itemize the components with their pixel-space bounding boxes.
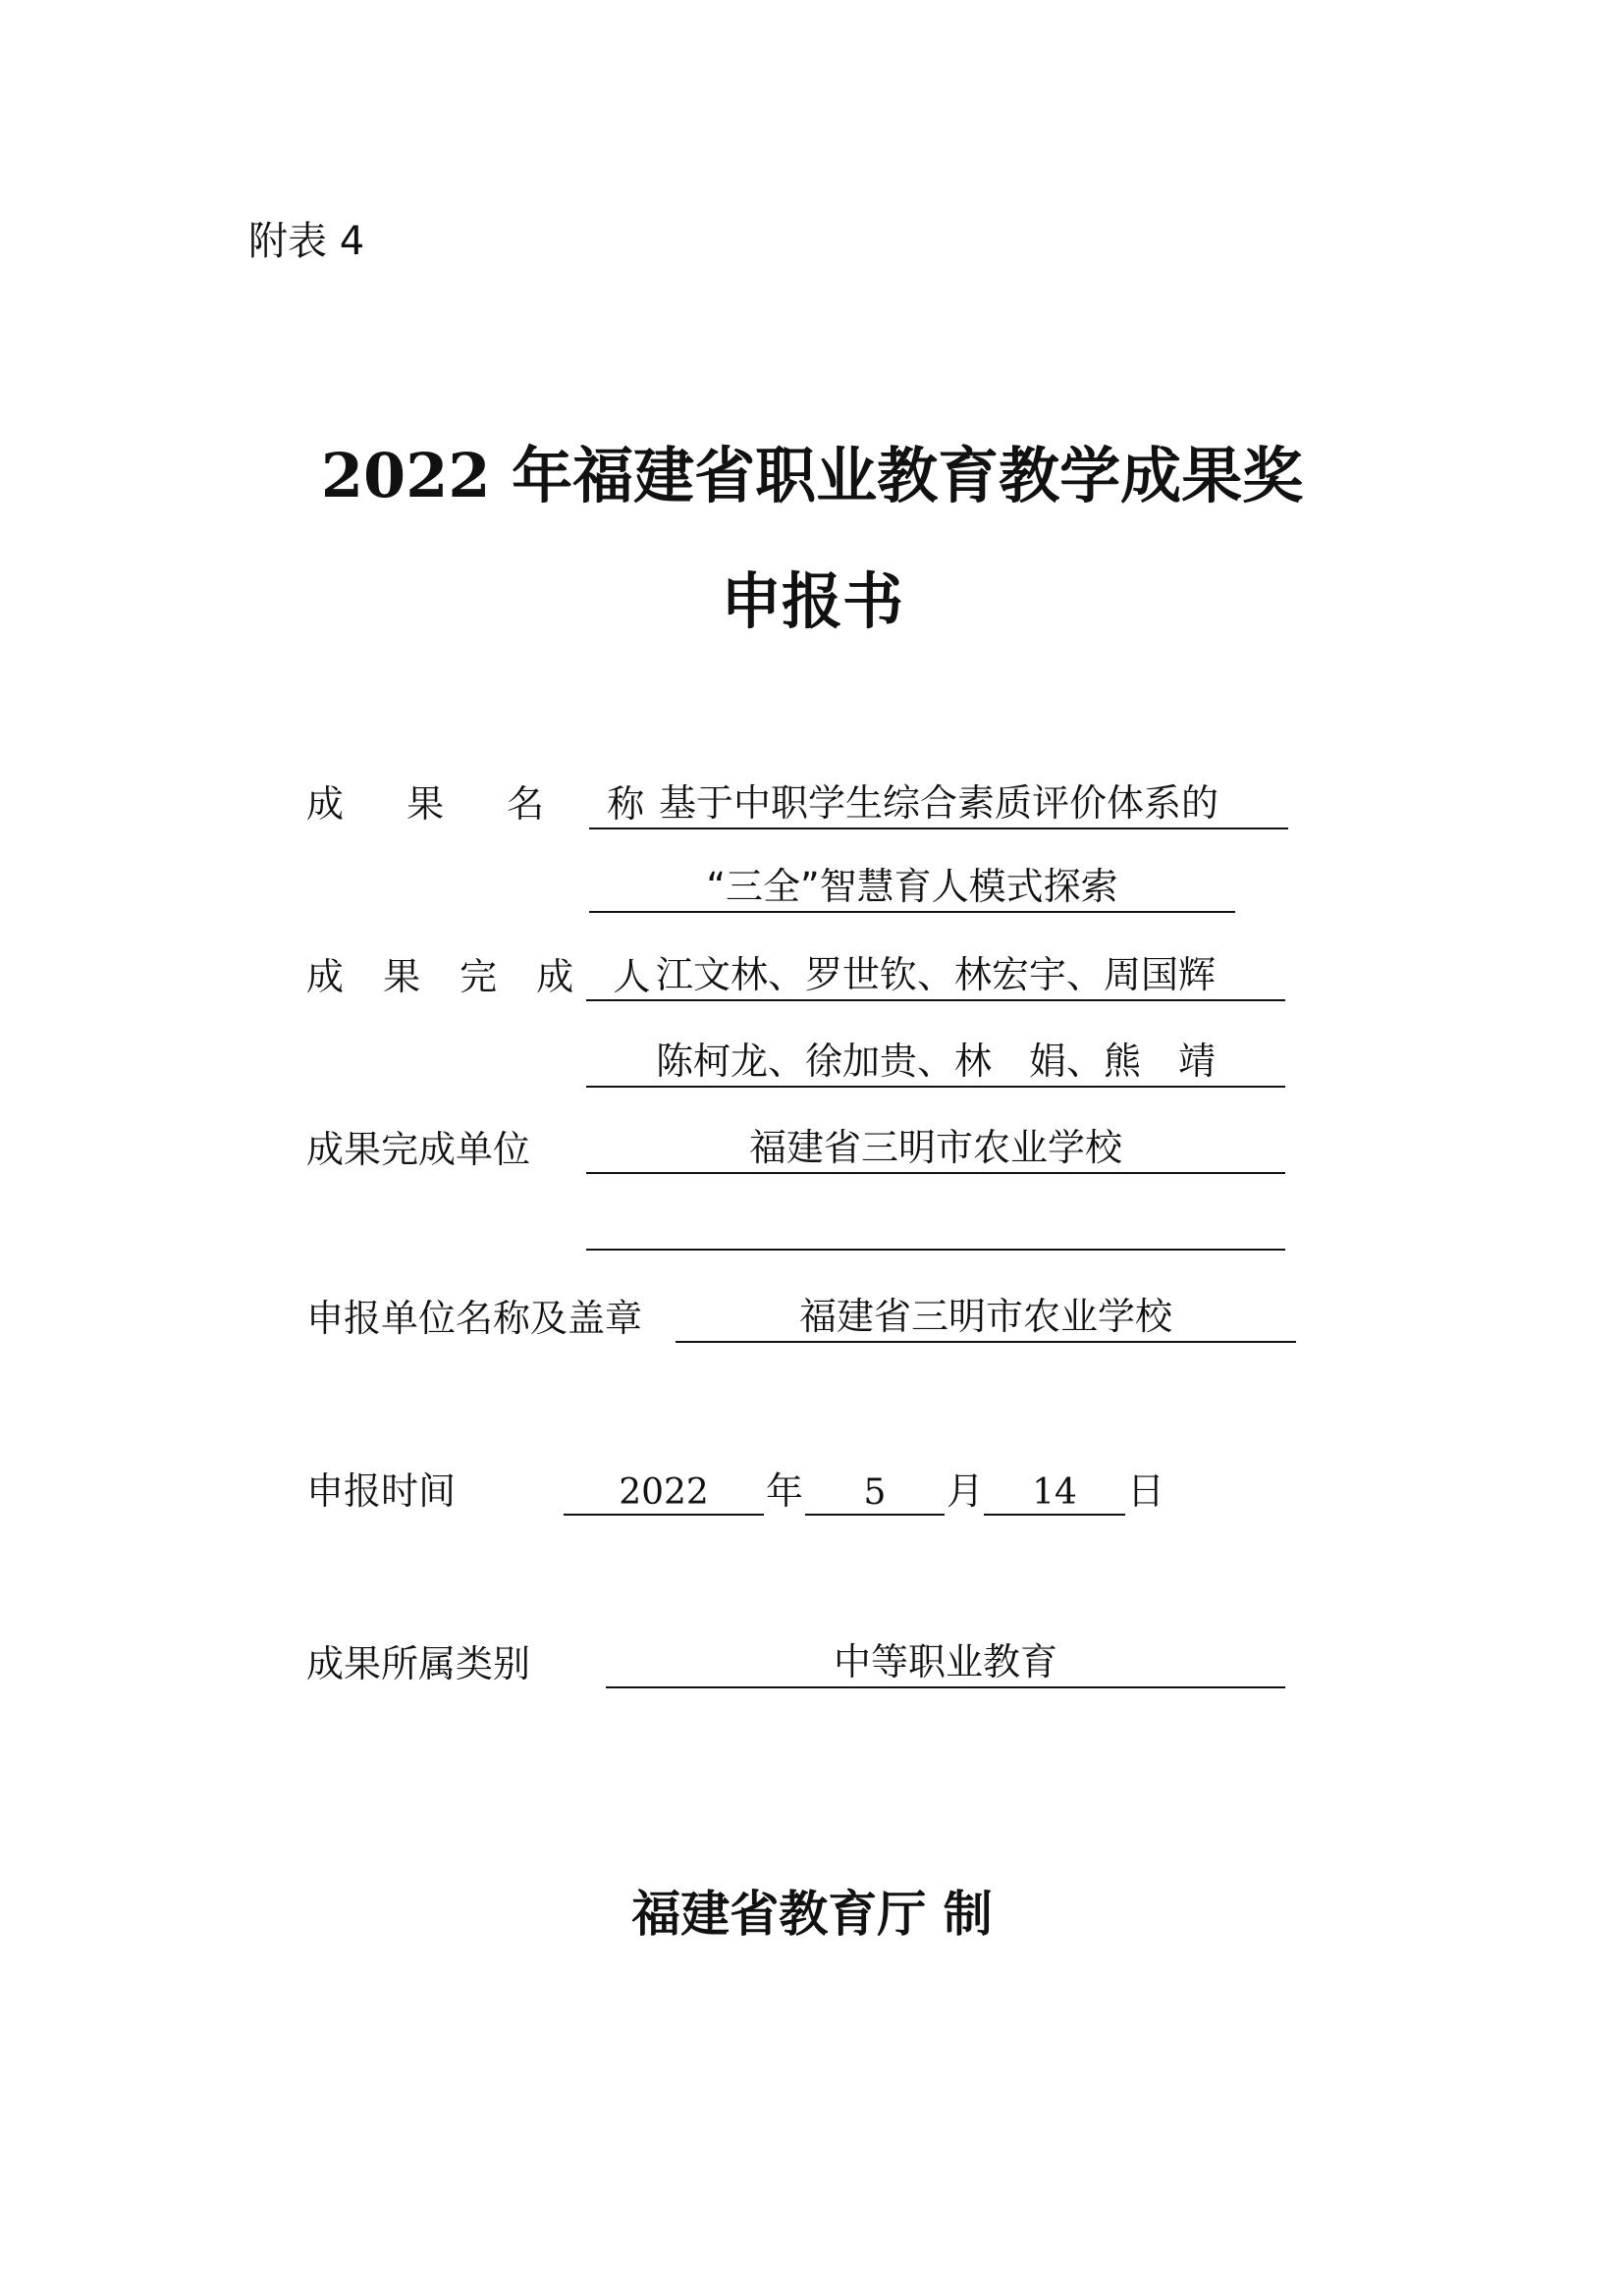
application-year-underline	[564, 1514, 764, 1516]
application-year-value: 2022	[619, 1472, 709, 1513]
application-date-label: 申报时间	[306, 1469, 457, 1513]
application-day-underline	[984, 1514, 1125, 1516]
achievement-name-label: 成 果 名 称	[306, 782, 671, 826]
achievement-name-underline-1	[589, 828, 1288, 829]
document-subtitle: 申报书	[720, 565, 903, 637]
category-label: 成果所属类别	[306, 1642, 531, 1685]
achievement-name-underline-2	[589, 911, 1235, 913]
completing-unit-value-line1: 福建省三明市农业学校	[748, 1126, 1122, 1169]
completers-value-line1: 江文林、罗世钦、林宏宇、周国辉	[655, 953, 1216, 996]
application-day-value: 14	[1032, 1472, 1077, 1513]
completers-label: 成 果 完 成 人	[306, 955, 665, 998]
application-month-underline	[805, 1514, 945, 1516]
completers-underline-2	[586, 1086, 1285, 1088]
day-unit-label: 日	[1127, 1469, 1165, 1513]
completers-underline-1	[586, 999, 1285, 1001]
applicant-unit-label: 申报单位名称及盖章	[306, 1297, 643, 1340]
application-month-value: 5	[863, 1472, 887, 1513]
document-title: 2022 年福建省职业教育教学成果奖	[320, 440, 1304, 511]
completing-unit-underline-1	[586, 1172, 1285, 1174]
completers-value-line2: 陈柯龙、徐加贵、林 娟、熊 靖	[655, 1040, 1216, 1083]
month-unit-label: 月	[947, 1469, 985, 1513]
completing-unit-label: 成果完成单位	[306, 1128, 531, 1171]
achievement-name-value-line2: “三全”智慧育人模式探索	[706, 865, 1118, 908]
issuer-footer: 福建省教育厅 制	[631, 1885, 993, 1943]
completing-unit-underline-2	[586, 1249, 1285, 1251]
applicant-unit-underline	[676, 1341, 1296, 1343]
category-value: 中等职业教育	[833, 1640, 1057, 1683]
achievement-name-value-line1: 基于中职学生综合素质评价体系的	[658, 781, 1218, 825]
annex-label: 附表 4	[248, 219, 365, 264]
year-unit-label: 年	[766, 1469, 804, 1513]
applicant-unit-value: 福建省三明市农业学校	[798, 1295, 1172, 1338]
category-underline	[606, 1686, 1285, 1688]
